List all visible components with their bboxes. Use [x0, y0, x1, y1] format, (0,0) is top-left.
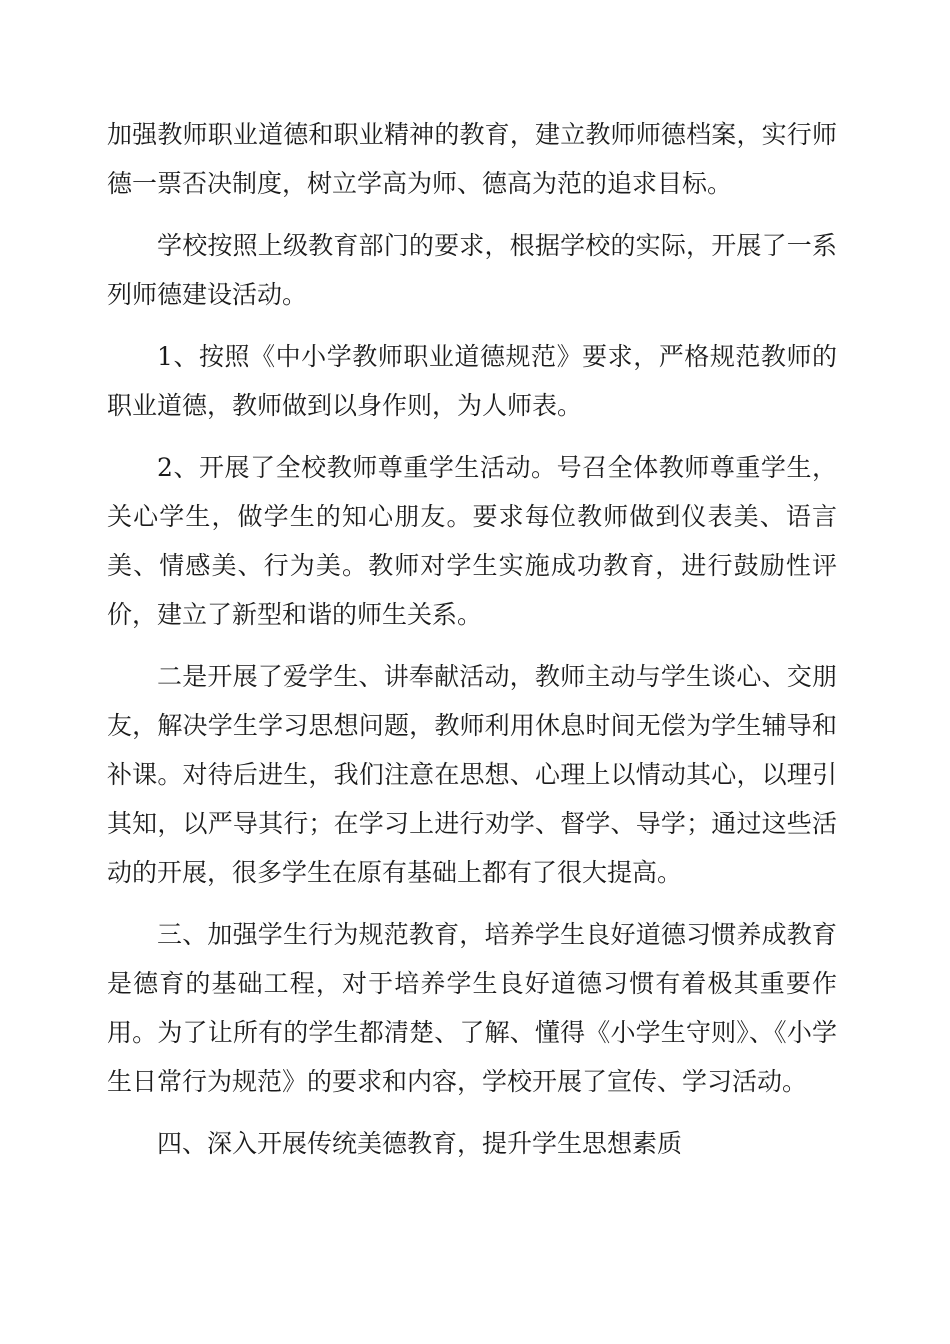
- section-heading: 四、深入开展传统美德教育，提升学生思想素质: [157, 1129, 683, 1158]
- paragraph: 2、开展了全校教师尊重学生活动。号召全体教师尊重学生，关心学生，做学生的知心朋友。要求每位教师做到仪表美、语言美、情感美、行为美。教师对学生实施成功教育，进行鼓励性评价，建立了新型和谐的师生关系。: [107, 453, 837, 629]
- paragraph: 三、加强学生行为规范教育，培养学生良好道德习惯养成教育是德育的基础工程，对于培养学生良好道德习惯有着极其重要作用。为了让所有的学生都清楚、了解、懂得《小学生守则》、《小学生日常行为规范》的要求和内容，学校开展了宣传、学习活动。: [107, 920, 837, 1096]
- paragraph: 二是开展了爱学生、讲奉献活动，教师主动与学生谈心、交朋友，解决学生学习思想问题，教师利用休息时间无偿为学生辅导和补课。对待后进生，我们注意在思想、心理上以情动其心，以理引其知，以严导其行；在学习上进行劝学、督学、导学；通过这些活动的开展，很多学生在原有基础上都有了很大提高。: [107, 662, 837, 887]
- paragraph-continuation: 加强教师职业道德和职业精神的教育，建立教师师德档案，实行师德一票否决制度，树立学高为师、德高为范的追求目标。: [107, 120, 837, 198]
- paragraph: 1、按照《中小学教师职业道德规范》要求，严格规范教师的职业道德，教师做到以身作则，为人师表。: [107, 342, 837, 420]
- paragraph: 学校按照上级教育部门的要求，根据学校的实际，开展了一系列师德建设活动。: [107, 231, 837, 309]
- document-body: [107, 110, 837, 1181]
